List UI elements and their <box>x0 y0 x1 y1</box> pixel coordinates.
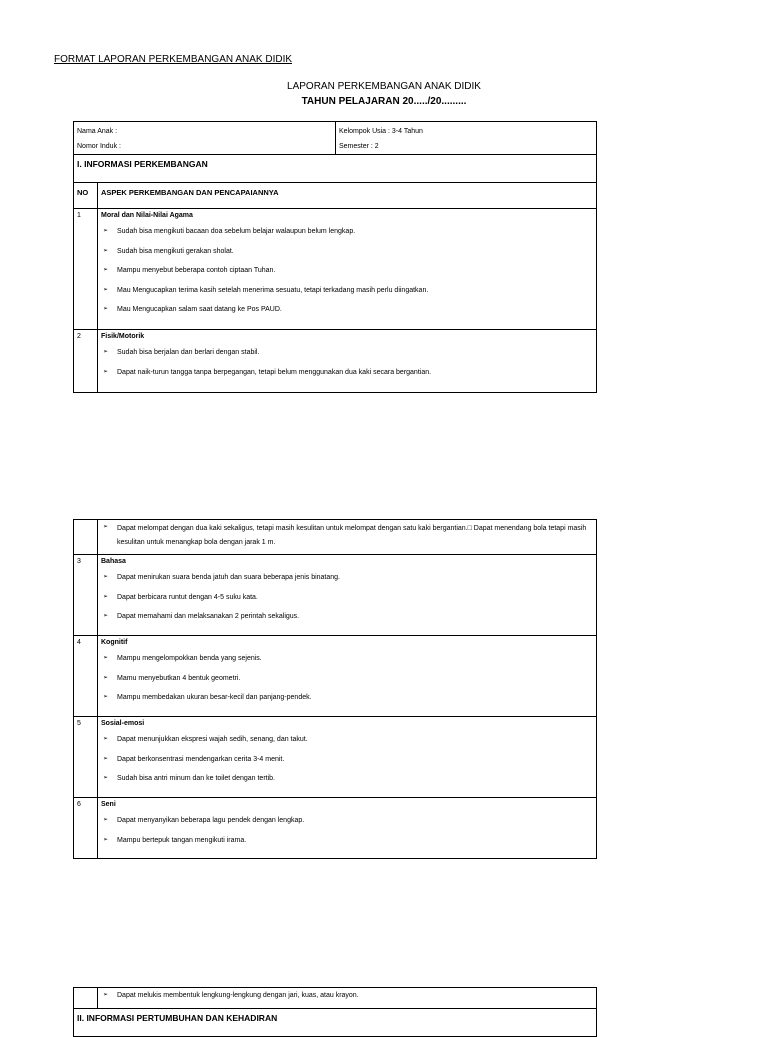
list-item: ➢ Sudah bisa berjalan dan berlari dengan stabil. <box>101 343 593 363</box>
format-title: FORMAT LAPORAN PERKEMBANGAN ANAK DIDIK <box>54 54 293 65</box>
semester-label: Semester : 2 <box>339 143 379 150</box>
aspect-row <box>74 798 597 859</box>
aspect-title: Seni <box>101 801 116 808</box>
continuation-row <box>74 520 597 555</box>
student-number-label: Nomor Induk : <box>77 143 121 150</box>
aspect-title: Sosial-emosi <box>101 720 145 727</box>
report-table-page-1 <box>73 121 597 393</box>
section-2-title: II. INFORMASI PERTUMBUHAN DAN KEHADIRAN <box>74 1009 597 1037</box>
aspect-number: 3 <box>77 558 81 565</box>
aspect-title: Fisik/Motorik <box>101 333 145 340</box>
child-name-label: Nama Anak : <box>77 128 118 135</box>
list-item: ➢ Mampu mengelompokkan benda yang sejenis. <box>101 649 593 669</box>
aspect-number: 4 <box>77 639 81 646</box>
col-aspect-header: ASPEK PERKEMBANGAN DAN PENCAPAIANNYA <box>98 183 597 209</box>
info-row <box>74 122 597 155</box>
col-no-header: NO <box>74 183 98 209</box>
report-table-page-3 <box>73 987 597 1037</box>
list-item: ➢ Mampu menyebut beberapa contoh ciptaan Tuhan. <box>101 261 593 281</box>
child-name-field <box>74 122 336 155</box>
aspect-row <box>74 209 597 330</box>
list-item: ➢ Mau Mengucapkan salam saat datang ke Pos PAUD. <box>101 300 593 320</box>
list-item: ➢ Mau Mengucapkan terima kasih setelah menerima sesuatu, tetapi terkadang masih perlu diingatkan. <box>101 281 593 301</box>
aspect-row <box>74 636 597 717</box>
list-item: ➢ Dapat melukis membentuk lengkung-lengkung dengan jari, kuas, atau krayon. <box>101 988 593 1003</box>
list-item: ➢ Sudah bisa antri minum dan ke toilet dengan tertib. <box>101 769 593 789</box>
list-item: ➢ Dapat menyanyikan beberapa lagu pendek dengan lengkap. <box>101 811 593 831</box>
list-item: ➢ Mamu menyebutkan 4 bentuk geometri. <box>101 669 593 689</box>
aspect-title: Kognitif <box>101 639 128 646</box>
group-semester-field <box>336 122 597 155</box>
aspect-title: Bahasa <box>101 558 126 565</box>
list-item: ➢ Sudah bisa mengikuti gerakan sholat. <box>101 242 593 262</box>
list-item: ➢ Mampu bertepuk tangan mengikuti irama. <box>101 831 593 851</box>
aspect-number: 6 <box>77 801 81 808</box>
list-item: ➢ Dapat naik-turun tangga tanpa berpegangan, tetapi belum menggunakan dua kaki secara bergantian. <box>101 363 593 383</box>
list-item: ➢ Dapat menirukan suara benda jatuh dan suara beberapa jenis binatang. <box>101 568 593 588</box>
aspect-number: 5 <box>77 720 81 727</box>
list-item: ➢ Dapat berkonsentrasi mendengarkan cerita 3-4 menit. <box>101 750 593 770</box>
aspect-row <box>74 717 597 798</box>
aspect-row <box>74 330 597 393</box>
list-item: ➢ Dapat memahami dan melaksanakan 2 perintah sekaligus. <box>101 607 593 627</box>
report-title: LAPORAN PERKEMBANGAN ANAK DIDIK <box>287 81 481 92</box>
list-item: ➢ Dapat menunjukkan ekspresi wajah sedih, senang, dan takut. <box>101 730 593 750</box>
aspect-title: Moral dan Nilai-Nilai Agama <box>101 212 193 219</box>
list-item: ➢ Dapat melompat dengan dua kaki sekaligus, tetapi masih kesulitan untuk melompat dengan satu kaki bergantian.□ Dapat menendang bola tetapi masih kesulitan untuk menangkap bola dengan jarak 1 m. <box>101 520 593 552</box>
list-item: ➢ Sudah bisa mengikuti bacaan doa sebelum belajar walaupun belum lengkap. <box>101 222 593 242</box>
age-group-label: Kelompok Usia : 3-4 Tahun <box>339 128 423 135</box>
report-table-page-2 <box>73 519 597 859</box>
report-year: TAHUN PELAJARAN 20...../20......... <box>301 96 467 107</box>
section-1-title: I. INFORMASI PERKEMBANGAN <box>74 155 597 183</box>
aspect-number: 1 <box>77 212 81 219</box>
list-item: ➢ Mampu membedakan ukuran besar-kecil dan panjang-pendek. <box>101 688 593 708</box>
continuation-row <box>74 988 597 1009</box>
aspect-row <box>74 555 597 636</box>
aspect-number: 2 <box>77 333 81 340</box>
list-item: ➢ Dapat berbicara runtut dengan 4-5 suku kata. <box>101 588 593 608</box>
